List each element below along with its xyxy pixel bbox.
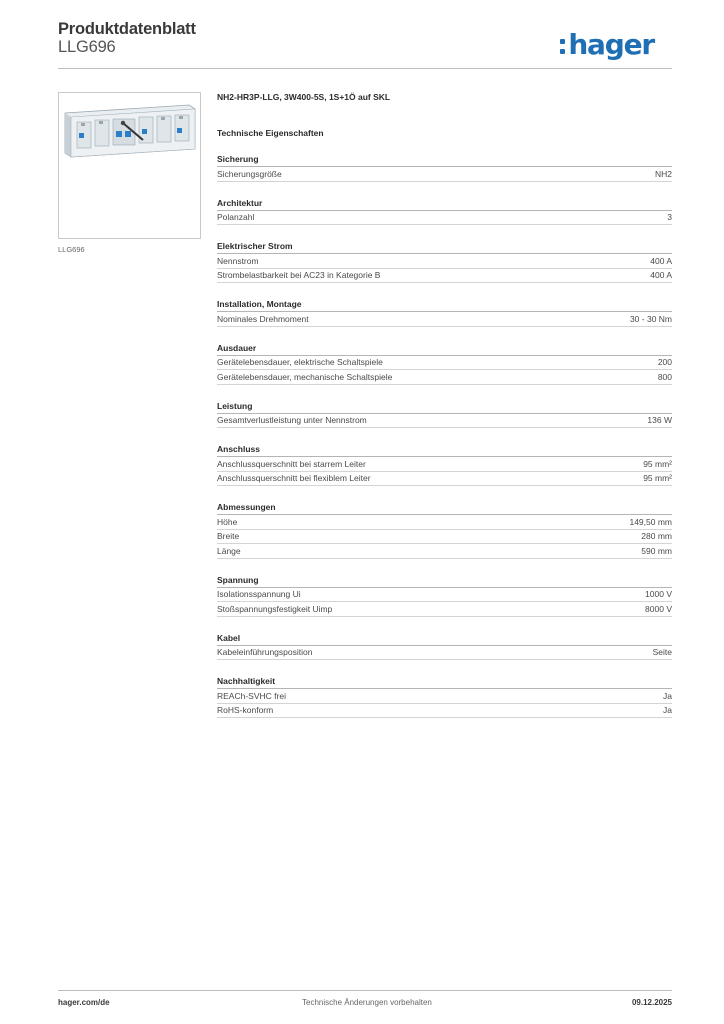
- property-row: [217, 167, 672, 182]
- logo-dots-icon: [560, 39, 565, 54]
- property-section: [217, 444, 672, 486]
- property-label: Anschlussquerschnitt bei flexiblem Leiter: [217, 473, 371, 484]
- property-row: [217, 269, 672, 284]
- image-caption: LLG696: [58, 245, 85, 254]
- property-value: 95 mm²: [643, 458, 672, 469]
- property-label: Gerätelebensdauer, elektrische Schaltspiele: [217, 357, 383, 368]
- property-section: [217, 575, 672, 617]
- property-value: 400 A: [650, 255, 672, 266]
- section-title: Leistung: [217, 400, 253, 411]
- property-value: Ja: [663, 690, 672, 701]
- property-row: [217, 414, 672, 429]
- property-row: [217, 530, 672, 545]
- property-row: [217, 515, 672, 530]
- product-photo-icon: [59, 93, 200, 238]
- property-row: [217, 588, 672, 603]
- property-label: Sicherungsgröße: [217, 168, 282, 179]
- section-title: Architektur: [217, 197, 263, 208]
- section-title: Elektrischer Strom: [217, 241, 293, 251]
- property-label: Gerätelebensdauer, mechanische Schaltspiele: [217, 371, 393, 382]
- property-value: Seite: [652, 647, 672, 658]
- page-title: Produktdatenblatt: [58, 20, 196, 38]
- property-row: [217, 254, 672, 269]
- section-title: Nachhaltigkeit: [217, 676, 276, 686]
- property-section: [217, 502, 672, 559]
- property-value: 8000 V: [645, 603, 672, 614]
- product-name: NH2-HR3P-LLG, 3W400-5S, 1S+1Ö auf SKL: [217, 92, 391, 102]
- footer-note: Technische Änderungen vorbehalten: [302, 998, 432, 1007]
- property-value: 590 mm: [641, 545, 672, 556]
- footer-website-link[interactable]: hager.com/de: [58, 998, 110, 1007]
- property-section: [217, 401, 672, 429]
- property-section: [217, 299, 672, 327]
- property-value: 149,50 mm: [629, 516, 672, 527]
- property-label: Strombelastbarkeit bei AC23 in Kategorie B: [217, 270, 381, 281]
- page-header: [58, 20, 672, 70]
- property-row: [217, 472, 672, 487]
- datasheet-content: [217, 92, 672, 718]
- property-row: [217, 544, 672, 559]
- section-title: Sicherung: [217, 154, 259, 164]
- property-label: Kabeleinführungsposition: [217, 647, 313, 658]
- property-row: [217, 356, 672, 371]
- header-divider: [58, 68, 672, 69]
- property-row: [217, 312, 672, 327]
- property-label: Höhe: [217, 516, 238, 527]
- property-value: 30 - 30 Nm: [629, 313, 672, 324]
- section-title: Installation, Montage: [217, 299, 302, 309]
- property-section: [217, 676, 672, 718]
- property-row: [217, 646, 672, 661]
- footer-date: 09.12.2025: [631, 998, 672, 1007]
- property-value: NH2: [654, 168, 672, 179]
- property-label: RoHS-konform: [217, 705, 274, 716]
- property-label: Stoßspannungsfestigkeit Uimp: [217, 603, 333, 614]
- property-label: Länge: [217, 545, 241, 556]
- property-section: [217, 633, 672, 661]
- section-title: Kabel: [217, 632, 241, 643]
- property-value: 280 mm: [641, 531, 672, 542]
- property-label: Isolationsspannung Ui: [217, 589, 301, 600]
- property-label: REACh-SVHC frei: [217, 690, 286, 701]
- section-title: Abmessungen: [217, 502, 276, 512]
- property-section: [217, 241, 672, 283]
- property-label: Polanzahl: [217, 212, 255, 223]
- property-row: [217, 211, 672, 226]
- tech-properties-heading: Technische Eigenschaften: [217, 128, 324, 138]
- property-value: 136 W: [647, 415, 672, 426]
- footer-divider: [58, 990, 672, 991]
- section-title: Spannung: [217, 574, 259, 585]
- property-row: [217, 457, 672, 472]
- property-label: Gesamtverlustleistung unter Nennstrom: [217, 415, 367, 426]
- property-value: 200: [657, 357, 672, 368]
- property-value: 800: [657, 371, 672, 382]
- property-section: [217, 343, 672, 385]
- product-code: LLG696: [58, 38, 116, 56]
- property-label: Anschlussquerschnitt bei starrem Leiter: [217, 458, 366, 469]
- property-row: [217, 602, 672, 617]
- property-label: Breite: [217, 531, 240, 542]
- property-value: 1000 V: [645, 589, 672, 600]
- property-row: [217, 689, 672, 704]
- property-value: 3: [667, 212, 672, 223]
- property-section: [217, 154, 672, 182]
- section-title: Ausdauer: [217, 342, 257, 353]
- section-title: Anschluss: [217, 444, 260, 454]
- property-value: 95 mm²: [643, 473, 672, 484]
- property-label: Nennstrom: [217, 255, 259, 266]
- property-row: [217, 370, 672, 385]
- property-section: [217, 198, 672, 226]
- property-label: Nominales Drehmoment: [217, 313, 309, 324]
- property-value: Ja: [663, 705, 672, 716]
- property-row: [217, 704, 672, 719]
- property-value: 400 A: [650, 270, 672, 281]
- logo-text: hager: [568, 28, 654, 61]
- product-image: [58, 92, 201, 239]
- properties-list: [217, 154, 672, 718]
- hager-logo[interactable]: [560, 28, 654, 62]
